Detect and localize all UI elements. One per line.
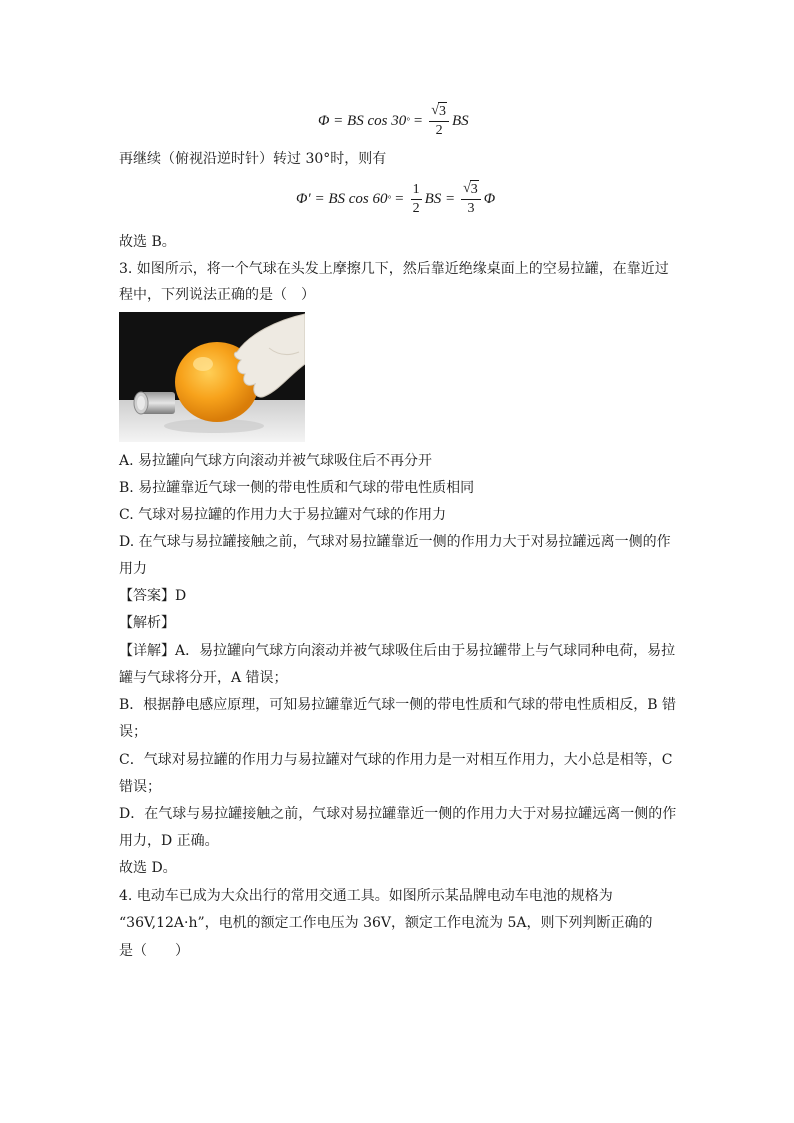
question-4-stem: 是（ ）: [119, 943, 189, 959]
option-a: A. 易拉罐向气球方向滚动并被气球吸住后不再分开: [119, 453, 433, 469]
detail-text: 【详解】A．易拉罐向气球方向滚动并被气球吸住后由于易拉罐带上与气球同种电荷，易拉: [119, 643, 676, 659]
question-3-stem: 程中，下列说法正确的是（ ）: [119, 287, 315, 303]
detail-text: 误；: [119, 724, 147, 740]
question-3-stem: 3. 如图所示，将一个气球在头发上摩擦几下，然后靠近绝缘桌面上的空易拉罐，在靠近过: [119, 261, 669, 277]
formula-mid: BS =: [424, 190, 456, 207]
detail-text: 错误；: [119, 779, 161, 795]
option-d: D. 在气球与易拉罐接触之前，气球对易拉罐靠近一侧的作用力大于对易拉罐远离一侧的作: [119, 534, 671, 550]
formula-flux-lhs: Φ = BS cos 30: [318, 112, 407, 129]
detail-text: 罐与气球将分开，A 错误；: [119, 670, 288, 686]
detail-text: 故选 D。: [119, 860, 177, 876]
answer-label: 【答案】D: [119, 588, 187, 604]
fraction-sqrt3-over-2: √ 3 2: [429, 102, 449, 140]
formula-flux-prime: [296, 180, 495, 218]
fraction-1-over-2: [411, 181, 422, 218]
option-c: C. 气球对易拉罐的作用力大于易拉罐对气球的作用力: [119, 507, 447, 523]
text-line: 故选 B。: [119, 234, 176, 250]
equals-sign: =: [413, 112, 423, 129]
option-b: B. 易拉罐靠近气球一侧的带电性质和气球的带电性质相同: [119, 480, 475, 496]
degree-sign: °: [406, 116, 410, 126]
text-line: 再继续（俯视沿逆时针）转过 30°时，则有: [119, 151, 387, 167]
denominator: 3: [467, 201, 475, 216]
detail-text: 用力，D 正确。: [119, 833, 219, 849]
denominator: 2: [412, 200, 420, 216]
analysis-label: 【解析】: [119, 615, 175, 631]
formula-flux-prime-lhs: Φ′ = BS cos 60: [296, 190, 388, 207]
numerator: 1: [411, 181, 422, 200]
formula-flux: [318, 102, 469, 140]
balloon-can-photo: [119, 312, 305, 442]
question-4-stem: 4. 电动车已成为大众出行的常用交通工具。如图所示某品牌电动车电池的规格为: [119, 888, 613, 904]
question-4-stem: “36V,12A·h”，电机的额定工作电压为 36V，额定工作电流为 5A，则下列判断正确的: [119, 915, 653, 931]
formula-flux-tail: BS: [451, 112, 469, 129]
option-d: 用力: [119, 561, 147, 577]
radicand: 3: [438, 104, 446, 119]
denominator: 2: [435, 123, 443, 138]
degree-sign: °: [387, 194, 392, 204]
detail-text: D．在气球与易拉罐接触之前，气球对易拉罐靠近一侧的作用力大于对易拉罐远离一侧的作: [119, 806, 677, 822]
equals-sign: =: [395, 190, 404, 207]
formula-flux-prime-tail: Φ: [483, 190, 496, 207]
detail-text: B．根据静电感应原理，可知易拉罐靠近气球一侧的带电性质和气球的带电性质相反，B 错: [119, 697, 677, 713]
radicand: 3: [470, 182, 478, 197]
fraction-sqrt3-over-3: √ 3 3: [461, 180, 481, 218]
detail-text: C．气球对易拉罐的作用力与易拉罐对气球的作用力是一对相互作用力，大小总是相等，C: [119, 752, 673, 768]
